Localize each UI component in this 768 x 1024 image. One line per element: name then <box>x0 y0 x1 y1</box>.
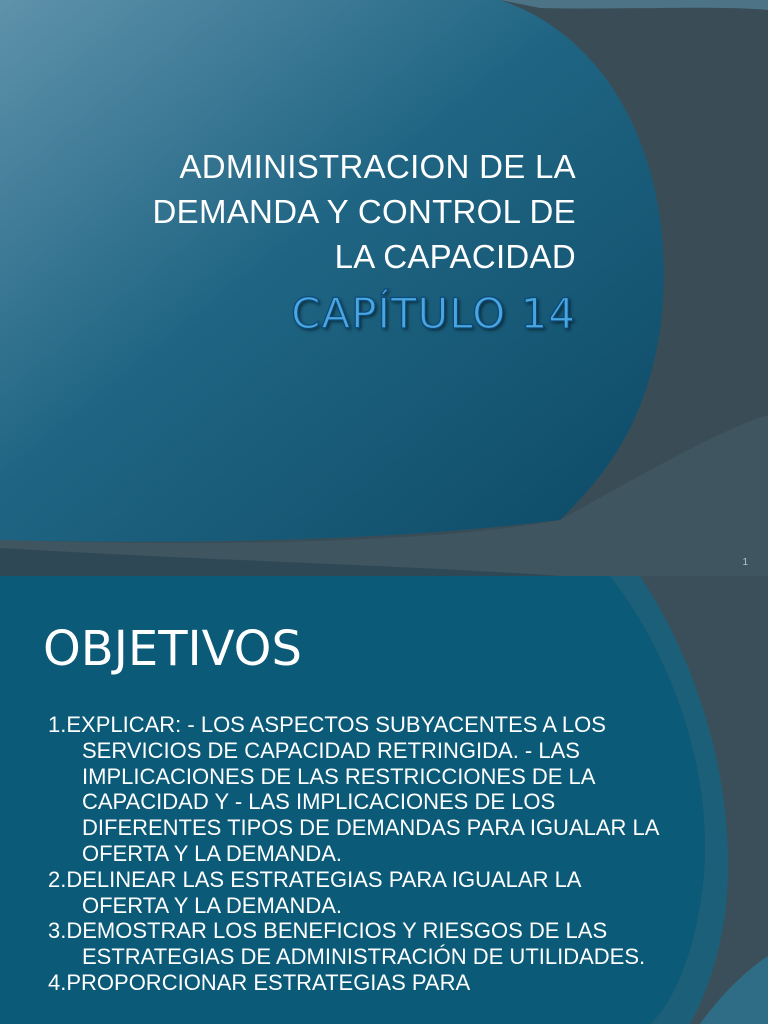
title-line-2: DEMANDA Y CONTROL DE <box>152 193 576 230</box>
presentation-title <box>56 144 576 279</box>
list-item: 4.PROPORCIONAR ESTRATEGIAS PARA <box>48 969 471 995</box>
title-line-1: ADMINISTRACION DE LA <box>179 148 576 185</box>
list-item: 3.DEMOSTRAR LOS BENEFICIOS Y RIESGOS DE LAS ESTRATEGIAS DE ADMINISTRACIÓN DE UTILIDADES. <box>48 918 646 970</box>
slide-number: 1 <box>742 557 748 568</box>
list-item: 2.DELINEAR LAS ESTRATEGIAS PARA IGUALAR LA OFERTA Y LA DEMANDA. <box>48 866 581 918</box>
title-line-3: LA CAPACIDAD <box>334 238 576 275</box>
objectives-slide <box>0 576 768 1024</box>
objectives-list <box>48 712 668 996</box>
chapter-subtitle: CAPÍTULO 14 <box>291 289 576 338</box>
slide-heading: OBJETIVOS <box>43 621 302 677</box>
list-item: 1.EXPLICAR: - LOS ASPECTOS SUBYACENTES A LOS SERVICIOS DE CAPACIDAD RETRINGIDA. - LAS IMPLICACIONES DE LAS RESTRICCIONES DE LA CAPACIDAD Y - LAS IMPLICACIONES DE LOS DIFERENTES TIPOS DE DEMANDAS PARA IGUALAR LA OFERTA Y LA DEMANDA. <box>48 712 659 866</box>
